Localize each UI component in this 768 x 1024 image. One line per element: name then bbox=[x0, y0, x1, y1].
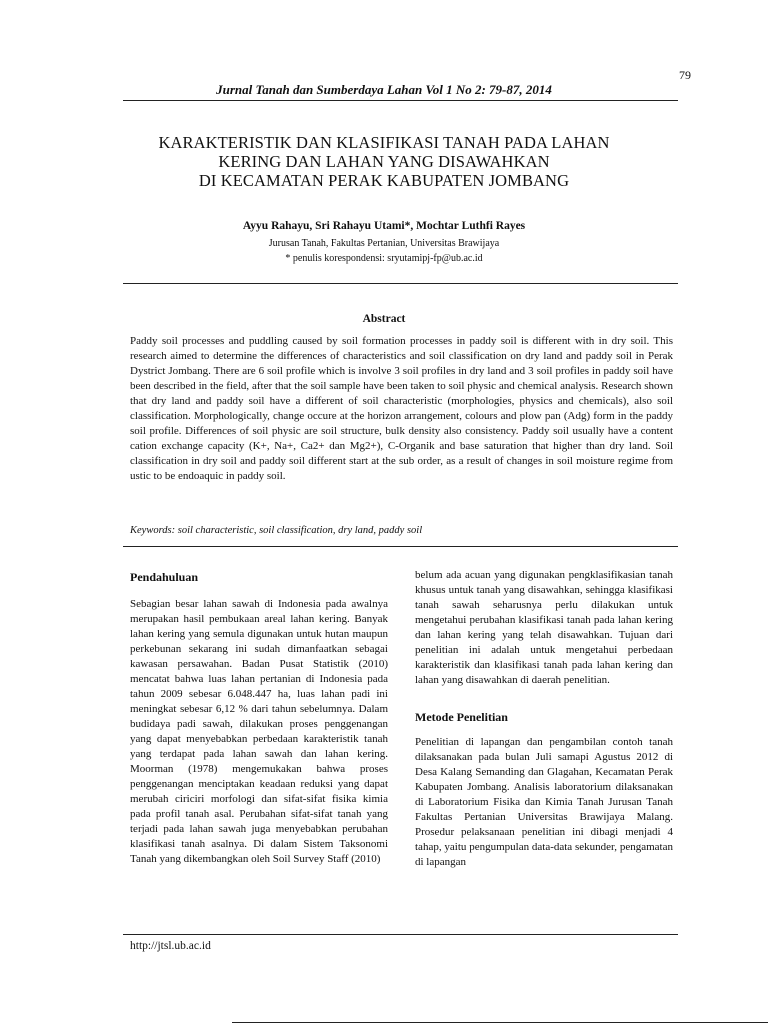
abstract-heading: Abstract bbox=[362, 313, 406, 325]
right-column bbox=[415, 568, 673, 870]
section-heading-metode: Metode Penelitian bbox=[415, 710, 508, 724]
title-line: KARAKTERISTIK DAN KLASIFIKASI TANAH PADA LAHAN bbox=[158, 133, 610, 152]
paper-title bbox=[90, 133, 678, 190]
intro-paragraph: Sebagian besar lahan sawah di Indonesia pada awalnya merupakan hasil pembukaan areal lahan kering. Banyak lahan kering yang semula digunakan untuk hutan maupun perkebunan sekarang ini sudah dimanfaatkan sebagai kawasan persawahan. Badan Pusat Statistik (2010) mencatat bahwa luas lahan pertanian di Indonesia pada tahun 2009 sebesar 6.048.447 ha, luas lahan padi ini meningkat sebesar 6,12 % dari tahun sebelumnya. Dalam budidaya padi sawah, dilakukan proses penggenangan yang dapat menyebabkan perbedaan karakteristik tanah yang terdapat pada lahan sawah dan lahan kering. Moorman (1978) mengemukakan bahwa proses penggenangan menciptakan keadaan reduksi yang dapat merubah ciriciri morfologi dan sifat-sifat fisika kimia pada profil tanah asal. Perubahan sifat-sifat tanah yang terjadi pada lahan sawah juga menyebabkan perubahan klasifikasi tanah asalnya. Di dalam Sistem Taksonomi Tanah yang dikembangkan oleh Soil Survey Staff (2010) bbox=[130, 598, 388, 865]
correspondence: * penulis korespondensi: sryutamipj-fp@ub.ac.id bbox=[285, 253, 483, 264]
title-line: DI KECAMATAN PERAK KABUPATEN JOMBANG bbox=[198, 171, 570, 190]
header-rule bbox=[123, 100, 678, 101]
authors: Ayyu Rahayu, Sri Rahayu Utami*, Mochtar Luthfi Rayes bbox=[242, 220, 526, 232]
abstract-bottom-rule bbox=[123, 546, 678, 547]
left-column bbox=[130, 570, 388, 867]
keywords: Keywords: soil characteristic, soil classification, dry land, paddy soil bbox=[130, 525, 423, 536]
affiliation: Jurusan Tanah, Fakultas Pertanian, Universitas Brawijaya bbox=[268, 238, 500, 249]
bottom-edge-rule bbox=[232, 1022, 768, 1023]
abstract-body: Paddy soil processes and puddling caused by soil formation processes in paddy soil is different with in dry soil. This research aimed to determine the differences of characteristics and soil classification on dry land and paddy soil in Perak Dystrict Jombang. There are 6 soil profile which is involve 3 soil profiles in dry land and 3 soil profiles in paddy soil have been described in the field, after that the soil sample have been taken to soil physic and chemical analysis. Research shown that dry land and paddy soil have a different of soil characteristic (morphologies, physics and chemicals), also soil classification. Morphologically, change occure at the horizon arrangement, colours and plow pan (Adg) form in the paddy soil profile. Differences of soil physic are soil structure, bulk density also consistency. Paddy soil usually have a content cation exchange capacity (K+, Na+, Ca2+ dan Mg2+), C-Organik and base saturation that higher than dry land. Soil classification in dry soil and paddy soil different start at the sub order, as a result of changes in soil moisture regime from ustic to be endoaquic in paddy soil. bbox=[130, 335, 673, 482]
title-line: KERING DAN LAHAN YANG DISAWAHKAN bbox=[218, 152, 550, 171]
page-number: 79 bbox=[679, 68, 691, 82]
footer-rule bbox=[123, 934, 678, 935]
journal-header: Jurnal Tanah dan Sumberdaya Lahan Vol 1 No 2: 79-87, 2014 bbox=[216, 82, 552, 97]
footer-link[interactable]: http://jtsl.ub.ac.id bbox=[130, 940, 211, 952]
section-heading-pendahuluan: Pendahuluan bbox=[130, 570, 199, 584]
intro-continuation: belum ada acuan yang digunakan pengklasifikasian tanah khusus untuk tanah yang disawahkan, sehingga klasifikasi tanah sawah seharusnya perlu dilakukan untuk mengetahui perubahan klasifikasi tanah pada lahan kering dan lahan kering yang telah disawahkan. Tujuan dari penelitian ini adalah untuk mengetahui perbedaan karakteristik dan klasifikasi tanah pada lahan kering dan lahan yang disawahkan di daerah penelitian. bbox=[415, 569, 673, 686]
abstract-top-rule bbox=[123, 283, 678, 284]
methods-paragraph: Penelitian di lapangan dan pengambilan contoh tanah dilaksanakan pada bulan Juli samapi Agustus 2012 di Desa Kalang Semanding dan Glagahan, Kecamatan Perak Kabupaten Jombang. Analisis laboratorium dilaksanakan di Laboratorium Fisika dan Kimia Tanah Jurusan Tanah Fakultas Pertanian Universitas Brawijaya Malang. Prosedur pelaksanaan penelitian ini dibagi menjadi 4 tahap, yaitu pengumpulan data-data sekunder, pengamatan di lapangan bbox=[415, 736, 673, 868]
